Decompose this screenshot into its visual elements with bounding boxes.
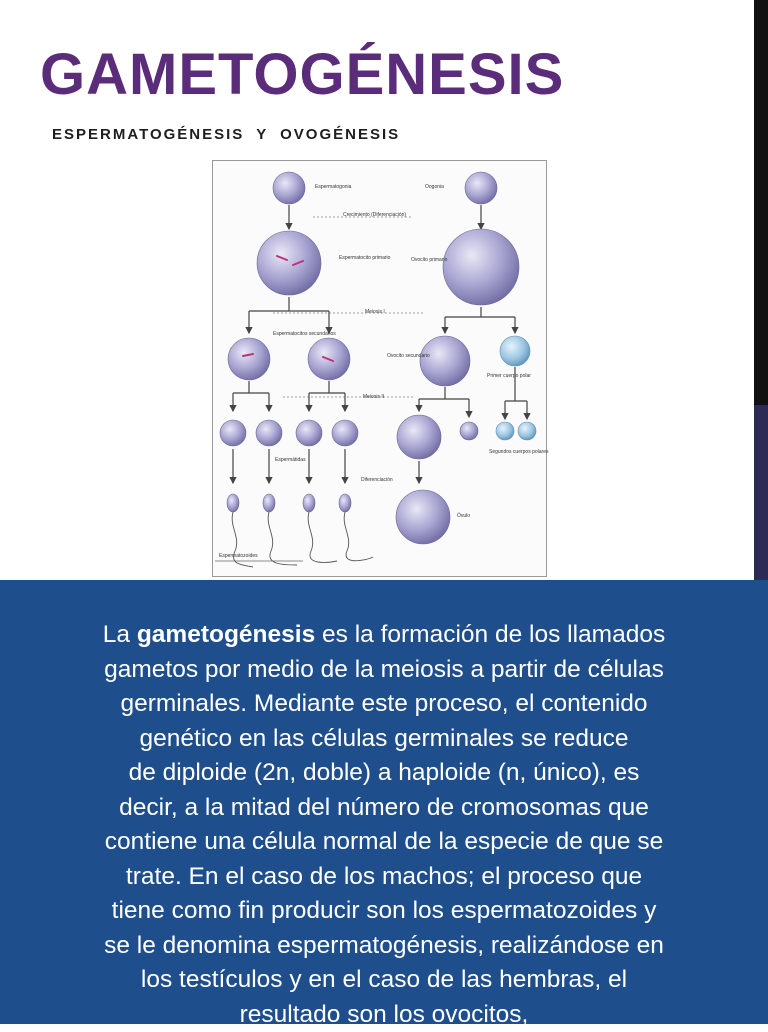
body-line: tiene como fin producir son los espermatozoides y [111,897,657,924]
label-second-polar-bodies: Segundos cuerpos polares [489,449,549,455]
slide-edge-accent [754,405,768,580]
label-primary-oocyte: Ovocito primario [411,257,448,263]
label-meiosis-1: Meiosis I [365,309,385,315]
label-differentiation: Diferenciación [361,477,393,483]
body-line: de diploide (2n, doble) a haploide (n, único), es [128,759,640,786]
body-line: resultado son los ovocitos, [239,1000,529,1028]
slide-title: GAMETOGÉNESIS [40,42,565,107]
label-secondary-spermatocytes: Espermatocitos secundarios [273,331,336,337]
body-line: genético en las células germinales se reduce [139,724,629,752]
label-primary-spermatocyte: Espermatocito primario [339,255,391,261]
description-panel [0,580,768,1028]
body-intro: La [102,621,137,648]
label-ovum: Óvulo [457,513,471,519]
label-spermatids: Espermátidas [275,457,306,463]
body-line: trate. En el caso de los machos; el proceso que [125,862,643,890]
body-line: germinales. Mediante este proceso, el contenido [120,690,648,717]
label-first-polar-body: Primer cuerpo polar [487,373,531,379]
label-growth: Crecimiento (Diferenciación) [343,212,407,218]
body-line: contiene una célula normal de la especie de que se [104,828,664,855]
slide-subtitle: ESPERMATOGÉNESIS Y OVOGÉNESIS [52,126,401,143]
description-text [40,618,728,1032]
body-line: es la formación de los llamados [315,621,666,648]
label-oogonia: Oogonia [425,184,444,190]
body-line: se le denomina espermatogénesis, realizándose en [104,931,664,959]
label-secondary-oocyte: Ovocito secundario [387,353,430,359]
body-line: decir, a la mitad del número de cromosomas que [119,793,649,821]
gametogenesis-diagram [212,160,547,577]
body-line: gametos por medio de la meiosis a partir de células [104,655,664,683]
body-line: los testículos y en el caso de las hembras, el [140,966,628,993]
label-spermatozoa: Espermatozoides [219,553,258,559]
label-meiosis-2: Meiosis II [363,394,385,400]
diagram-drawing [213,161,546,576]
slide-edge-bar [754,0,768,580]
label-spermatogonia: Espermatogonia [315,184,352,190]
body-term-gametogenesis: gametogénesis [136,621,316,648]
